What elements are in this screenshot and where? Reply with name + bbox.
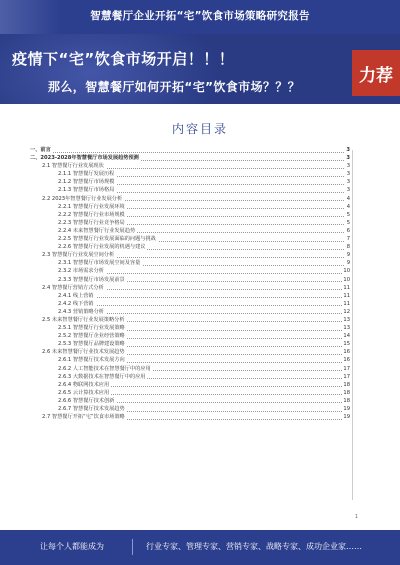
footer-roles: 行业专家、管理专家、营销专家、战略专家、成功企业家…… <box>146 542 362 551</box>
toc-entry[interactable] <box>30 340 350 348</box>
toc-entry[interactable] <box>30 154 350 162</box>
toc-entry-text: 2.1.1 智慧餐厅发展历程 <box>58 171 115 178</box>
toc-entry-text: 2.1.2 智慧餐厅市场规模 <box>58 179 115 186</box>
toc-entry-page: 9 <box>346 260 350 267</box>
toc-entry-page: 4 <box>346 203 350 210</box>
footer-bar <box>0 530 400 565</box>
footer-divider <box>132 539 133 555</box>
toc-entry-text: 2.4.1 线上营销 <box>58 292 94 299</box>
toc-entry-text: 2.2.2 智慧餐厅行业市场规模 <box>58 211 125 218</box>
toc-entry[interactable] <box>30 251 350 259</box>
toc-entry-page: 16 <box>343 357 350 364</box>
toc-entry-text: 2.2.1 智慧餐厅行业发展环境 <box>58 203 125 210</box>
toc-entry[interactable] <box>30 292 350 300</box>
toc-entry-page: 7 <box>346 236 350 243</box>
toc-entry-page: 9 <box>346 252 350 259</box>
toc-entry-page: 15 <box>343 341 350 348</box>
toc-entry-text: 2.5.3 智慧餐厅品牌建设策略 <box>58 341 125 348</box>
banner-headline: 疫情下“宅”饮食市场开启！！！ <box>12 50 235 68</box>
toc-entry[interactable] <box>30 267 350 275</box>
toc-entry[interactable] <box>30 259 350 267</box>
toc-entry[interactable] <box>30 300 350 308</box>
toc-entry[interactable] <box>30 203 350 211</box>
toc-entry-page: 17 <box>343 373 350 380</box>
toc-entry[interactable] <box>30 219 350 227</box>
toc-entry-page: 19 <box>343 406 350 412</box>
toc-entry-text: 2.2.5 智慧餐厅行业发展面临的问题与挑战 <box>58 236 156 243</box>
toc-entry-text: 2.4 智慧餐厅营销方式分析 <box>42 284 104 291</box>
toc-entry-page: 18 <box>343 389 350 396</box>
toc-entry-page: 18 <box>343 381 350 388</box>
toc-leader-dots <box>58 305 344 306</box>
toc-entry[interactable] <box>30 284 350 292</box>
toc-entry-text: 2.1 智慧餐厅行业发展现状 <box>42 163 104 170</box>
toc-entry[interactable] <box>30 227 350 235</box>
toc-entry-page: 5 <box>346 211 350 218</box>
toc-entry-text: 2.2 2023年智慧餐厅行业发展分析 <box>42 195 123 202</box>
toc-entry[interactable] <box>30 397 350 405</box>
margin-line <box>352 150 353 500</box>
toc-entry-page: 3 <box>346 147 350 153</box>
toc-title: 内容目录 <box>171 122 228 136</box>
toc-entry-page: 10 <box>343 268 350 275</box>
toc-entry[interactable] <box>30 308 350 316</box>
toc-entry-text: 2.3 智慧餐厅行业发展空间分析 <box>42 252 115 259</box>
toc-entry-page: 12 <box>343 308 350 315</box>
toc-entry-page: 10 <box>343 276 350 283</box>
toc-entry-text: 2.4.2 线下营销 <box>58 300 94 307</box>
toc-entry-page: 3 <box>346 155 350 162</box>
toc-entry-text: 2.3.2 市场需求分析 <box>58 268 104 275</box>
toc-entry-text: 2.3.1 智慧餐厅市场发展空间及容量 <box>58 260 141 267</box>
toc-entry[interactable] <box>30 243 350 251</box>
toc-entry-page: 17 <box>343 365 350 372</box>
toc-entry-text: 2.2.4 未来智慧餐厅行业发展趋势 <box>58 227 136 234</box>
toc-entry-page: 3 <box>346 163 350 170</box>
toc-entry[interactable] <box>30 348 350 356</box>
toc-entry-page: 8 <box>346 244 350 251</box>
toc-entry[interactable] <box>30 276 350 284</box>
toc-entry[interactable] <box>30 316 350 324</box>
toc-entry[interactable] <box>30 186 350 194</box>
toc-entry-page: 5 <box>346 219 350 226</box>
toc-entry[interactable] <box>30 195 350 203</box>
toc-entry-text: 2.2.6 智慧餐厅行业发展的机遇与建议 <box>58 244 146 251</box>
toc-entry[interactable] <box>30 332 350 340</box>
toc-entry-text: 2.3.3 智慧餐厅市场发展前景 <box>58 276 125 283</box>
promo-banner <box>0 34 400 104</box>
toc-entry-text: 2.6.7 智慧餐厅技术发展趋势 <box>58 406 125 412</box>
toc-entry[interactable] <box>30 178 350 186</box>
toc-entry[interactable] <box>30 324 350 332</box>
toc-entry-page: 13 <box>343 325 350 332</box>
toc-leader-dots <box>30 152 344 153</box>
toc-entry-text: 2.2.3 智慧餐厅行业竞争格局 <box>58 219 125 226</box>
toc-entry-page: 19 <box>343 414 350 421</box>
toc-entry[interactable] <box>30 211 350 219</box>
toc-entry-page: 3 <box>346 179 350 186</box>
toc-entry[interactable] <box>30 381 350 389</box>
toc-entry-page: 14 <box>343 333 350 340</box>
toc-entry[interactable] <box>30 235 350 243</box>
toc-entry[interactable] <box>30 389 350 397</box>
toc-entry-text: 二、2023-2028年智慧餐厅市场发展趋势预测 <box>30 155 139 162</box>
toc-entry-text: 一、前言 <box>30 147 51 153</box>
banner-subheadline: 那么，智慧餐厅如何开拓“宅”饮食市场？？？ <box>48 80 301 94</box>
toc-entry-text: 2.6.1 智慧餐厅技术发展方向 <box>58 357 125 364</box>
toc-entry[interactable] <box>30 373 350 381</box>
toc-entry-text: 2.6.4 物联网技术应用 <box>58 381 110 388</box>
toc-entry-text: 2.4.3 营销策略分析 <box>58 308 104 315</box>
toc-entry-text: 2.5.1 智慧餐厅行业发展策略 <box>58 325 125 332</box>
toc-entry-page: 11 <box>343 284 350 291</box>
toc-entry-page: 4 <box>346 195 350 202</box>
toc-entry-page: 3 <box>346 187 350 194</box>
toc-entry-page: 16 <box>343 349 350 356</box>
toc-entry-page: 3 <box>346 171 350 178</box>
toc-entry[interactable] <box>30 405 350 413</box>
toc-entry-page: 13 <box>343 316 350 323</box>
toc-entry-text: 2.5 未来智慧餐厅行业发展策略分析 <box>42 316 125 323</box>
footer-slogan: 让每个人都能成为 <box>40 542 104 551</box>
toc-entry[interactable] <box>30 162 350 170</box>
toc-entry-text: 2.6.6 智慧餐厅技术创新 <box>58 397 115 404</box>
toc-entry-page: 18 <box>343 397 350 404</box>
recommend-badge: 力荐 <box>352 50 400 96</box>
toc-entry-text: 2.5.2 智慧餐厅企业经营策略 <box>58 333 125 340</box>
toc-entry-text: 2.6.5 云计算技术应用 <box>58 389 110 396</box>
toc-entry-page: 11 <box>343 300 350 307</box>
toc-entry[interactable] <box>30 365 350 373</box>
toc-entry-text: 2.1.3 智慧餐厅市场格局 <box>58 187 115 194</box>
toc-entry-text: 2.6 未来智慧餐厅行业技术发展趋势 <box>42 349 125 356</box>
toc-entry[interactable] <box>30 356 350 364</box>
toc-entry[interactable] <box>30 170 350 178</box>
page-number: 1 <box>354 514 358 520</box>
toc-leader-dots <box>58 297 344 298</box>
toc-entry-page: 6 <box>346 227 350 234</box>
header-bar <box>0 0 400 34</box>
report-title: 智慧餐厅企业开拓“宅”饮食市场策略研究报告 <box>90 10 310 22</box>
toc-entry-text: 2.6.2 人工智能技术在智慧餐厅中的应用 <box>58 365 151 372</box>
toc-entry[interactable] <box>30 413 350 421</box>
toc-entry-page: 11 <box>343 292 350 299</box>
toc-entry-text: 2.7 智慧餐厅开拓“宅”饮食市场策略 <box>42 414 125 421</box>
table-of-contents <box>30 146 350 421</box>
toc-entry-text: 2.6.3 大数据技术在智慧餐厅中的应用 <box>58 373 146 380</box>
toc-entry[interactable] <box>30 146 350 154</box>
